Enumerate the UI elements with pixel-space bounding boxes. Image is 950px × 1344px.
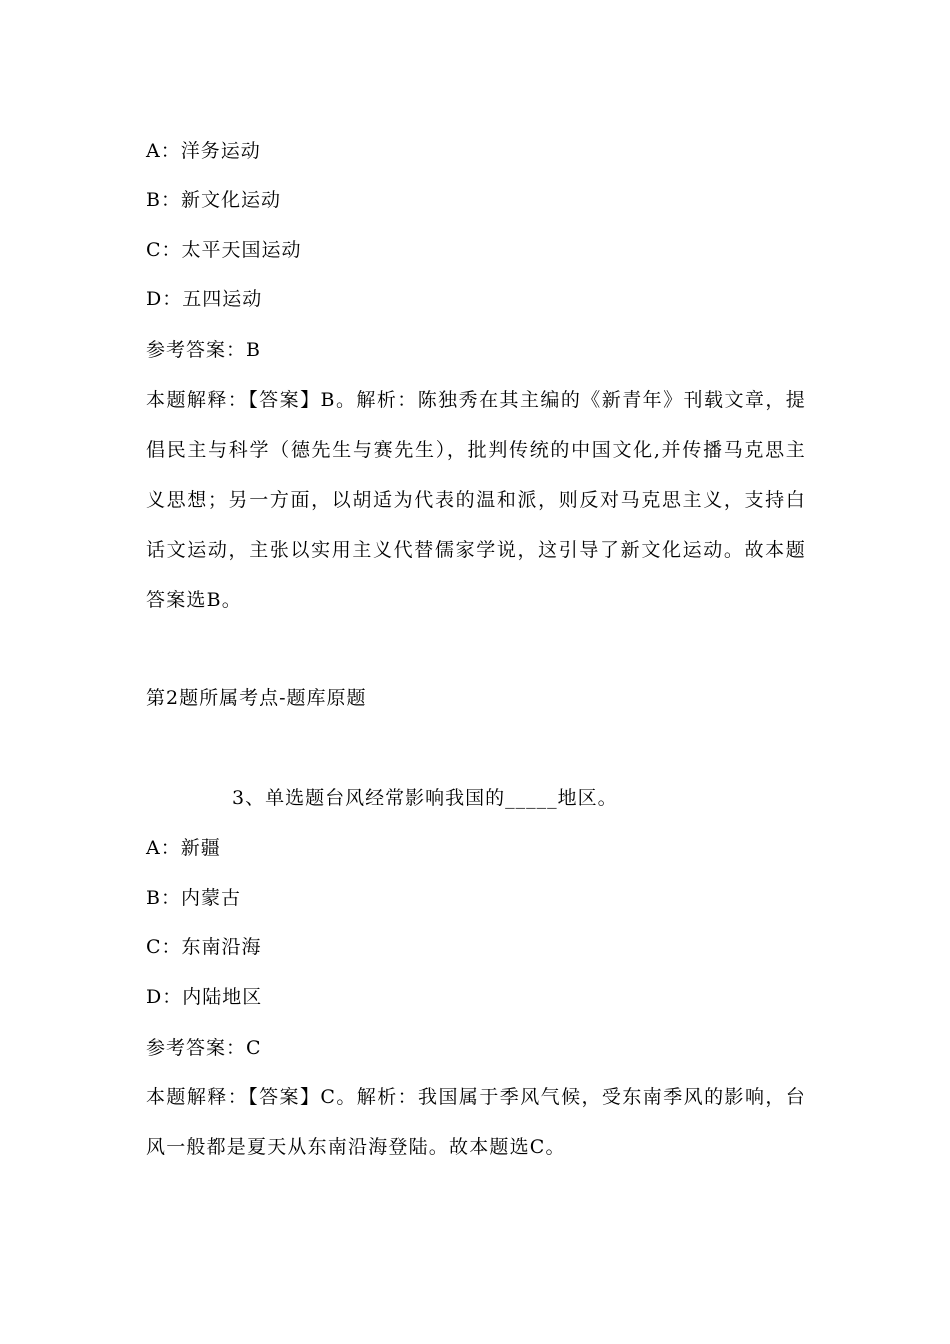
q3-option-a: A：新疆: [146, 837, 221, 859]
q3-option-d: D：内陆地区: [146, 986, 263, 1008]
q2-option-c: C：太平天国运动: [146, 239, 302, 261]
q3-question: 3、单选题台风经常影响我国的_____地区。: [232, 787, 618, 809]
q2-option-d: D：五四运动: [146, 288, 263, 310]
q2-topic: 第2题所属考点-题库原题: [146, 687, 367, 709]
q3-option-c: C：东南沿海: [146, 936, 262, 958]
q2-option-a: A：洋务运动: [146, 140, 261, 162]
q3-answer: 参考答案：C: [146, 1037, 262, 1059]
q2-explanation: 本题解释：【答案】B。解析：陈独秀在其主编的《新青年》刊载文章，提倡民主与科学（德先生与赛先生），批判传统的中国文化,并传播马克思主义思想；另一方面，以胡适为代表的温和派，则反对马克思主义，支持白话文运动，主张以实用主义代替儒家学说，这引导了新文化运动。故本题答案选B。: [146, 389, 806, 611]
q2-option-b: B：新文化运动: [146, 189, 281, 211]
q3-explanation: 本题解释：【答案】C。解析：我国属于季风气候，受东南季风的影响，台风一般都是夏天从东南沿海登陆。故本题选C。: [146, 1086, 806, 1158]
q2-answer: 参考答案：B: [146, 339, 261, 361]
q3-option-b: B：内蒙古: [146, 887, 241, 909]
